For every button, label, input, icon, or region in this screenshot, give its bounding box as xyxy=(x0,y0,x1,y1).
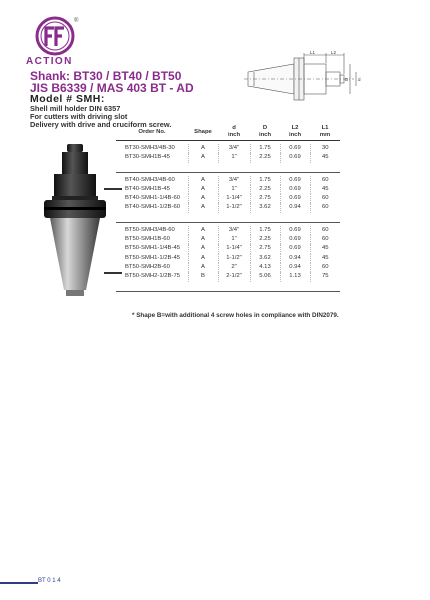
cell-shape: A xyxy=(188,226,218,235)
cell-d: 1" xyxy=(218,185,250,194)
col-header-order: Order No. xyxy=(116,124,188,141)
diagram-label-D: D xyxy=(345,77,349,82)
cell-D: 4.13 xyxy=(250,263,280,272)
cell-l2: 0.69 xyxy=(280,226,310,235)
table-row xyxy=(116,144,340,153)
group-divider xyxy=(116,163,340,173)
cell-l1: 45 xyxy=(310,153,340,162)
description-line-2: For cutters with driving slot xyxy=(30,112,128,121)
cell-D: 1.75 xyxy=(250,226,280,235)
cell-d: 3/4" xyxy=(218,176,250,185)
cell-d: 1-1/4" xyxy=(218,244,250,253)
spec-table xyxy=(116,124,340,292)
cell-l1: 60 xyxy=(310,226,340,235)
cell-d: 1-1/2" xyxy=(218,254,250,263)
cell-shape: A xyxy=(188,176,218,185)
cell-shape: A xyxy=(188,194,218,203)
cell-l2: 0.69 xyxy=(280,185,310,194)
diagram-label-d: d xyxy=(358,77,361,82)
cell-l2: 0.69 xyxy=(280,144,310,153)
cell-d: 2" xyxy=(218,263,250,272)
cell-l1: 60 xyxy=(310,235,340,244)
col-header-d xyxy=(218,124,250,141)
table-row xyxy=(116,263,340,272)
cell-D: 2.75 xyxy=(250,244,280,253)
table-row xyxy=(116,254,340,263)
cell-l2: 0.69 xyxy=(280,153,310,162)
cell-l2: 0.94 xyxy=(280,263,310,272)
shank-title: Shank: BT30 / BT40 / BT50 xyxy=(30,69,182,83)
shape-note: * Shape B=with additional 4 screw holes in compliance with DIN2079. xyxy=(132,312,339,319)
cell-shape: B xyxy=(188,272,218,281)
diagram-label-l2: L2 xyxy=(331,50,337,55)
cell-l2: 1.13 xyxy=(280,272,310,281)
cell-order: BT40-SMH1B-45 xyxy=(125,185,170,192)
col-header-d-label: d xyxy=(232,125,236,131)
cell-order: BT30-SMH1B-45 xyxy=(125,154,170,161)
group-divider xyxy=(116,213,340,223)
product-photo xyxy=(38,140,112,300)
table-row xyxy=(116,226,340,235)
cell-order: BT50-SMH1-1/2B-45 xyxy=(125,254,181,261)
cell-l1: 45 xyxy=(310,244,340,253)
registered-mark: ® xyxy=(74,18,79,24)
table-row xyxy=(116,272,340,281)
group-divider xyxy=(116,282,340,292)
table-header-row xyxy=(116,124,340,141)
col-header-shape: Shape xyxy=(188,124,218,141)
cell-l1: 45 xyxy=(310,185,340,194)
cell-l2: 0.94 xyxy=(280,203,310,212)
cell-l2: 0.94 xyxy=(280,254,310,263)
cell-order: BT50-SMH2B-60 xyxy=(125,263,170,270)
diagram-label-l1: L1 xyxy=(310,50,316,55)
cell-d: 1" xyxy=(218,235,250,244)
cell-order: BT30-SMH3/4B-30 xyxy=(125,145,175,151)
cell-D: 1.75 xyxy=(250,144,280,153)
cell-l1: 45 xyxy=(310,254,340,263)
col-header-l1-label: L1 xyxy=(321,125,329,131)
cell-l2: 0.69 xyxy=(280,194,310,203)
model-heading: Model # SMH: xyxy=(30,93,105,105)
col-header-l2-unit: inch xyxy=(288,132,302,138)
cell-d: 1-1/4" xyxy=(218,194,250,203)
cell-l1: 60 xyxy=(310,194,340,203)
table-row xyxy=(116,194,340,203)
table-row xyxy=(116,176,340,185)
brand-name: ACTION xyxy=(26,56,73,67)
cell-order: BT40-SMH1-1/4B-60 xyxy=(125,195,181,202)
col-header-l2 xyxy=(280,124,310,141)
cell-D: 3.62 xyxy=(250,203,280,212)
cell-l1: 60 xyxy=(310,203,340,212)
table-body xyxy=(116,141,340,292)
description-line-1: Shell mill holder DIN 6357 xyxy=(30,104,121,113)
cell-D: 2.75 xyxy=(250,194,280,203)
cell-l1: 75 xyxy=(310,272,340,281)
description-line-3: Delivery with drive and cruciform screw. xyxy=(30,120,172,129)
table-row xyxy=(116,235,340,244)
cell-order: BT40-SMH3/4B-60 xyxy=(125,176,175,183)
cell-D: 5.06 xyxy=(250,272,280,281)
cell-D: 2.25 xyxy=(250,153,280,162)
cell-l2: 0.69 xyxy=(280,235,310,244)
cell-D: 2.25 xyxy=(250,235,280,244)
cell-D: 1.75 xyxy=(250,176,280,185)
col-header-D-unit: inch xyxy=(258,132,272,138)
table-row xyxy=(116,203,340,212)
cell-d: 1" xyxy=(218,153,250,162)
action-logo xyxy=(35,16,75,56)
col-header-l1-unit: mm xyxy=(319,132,331,138)
cell-shape: A xyxy=(188,254,218,263)
cell-d: 3/4" xyxy=(218,226,250,235)
technical-drawing xyxy=(244,50,370,108)
cell-d: 3/4" xyxy=(218,144,250,153)
cell-shape: A xyxy=(188,153,218,162)
cell-l2: 0.69 xyxy=(280,176,310,185)
page-number: BT 0 1 4 xyxy=(38,578,61,584)
cell-d: 2-1/2" xyxy=(218,272,250,281)
standard-title: JIS B6339 / MAS 403 BT - AD xyxy=(30,81,194,95)
footer-bar xyxy=(0,582,38,584)
cell-shape: A xyxy=(188,235,218,244)
cell-order: BT50-SMH1B-60 xyxy=(125,236,170,243)
table-row xyxy=(116,153,340,162)
cell-l1: 30 xyxy=(310,144,340,153)
table-row xyxy=(116,244,340,253)
col-header-l1 xyxy=(310,124,340,141)
cell-d: 1-1/2" xyxy=(218,203,250,212)
cell-order: BT40-SMH1-1/2B-60 xyxy=(125,204,181,211)
cell-l1: 60 xyxy=(310,263,340,272)
cell-order: BT50-SMH3/4B-60 xyxy=(125,226,175,233)
cell-D: 3.62 xyxy=(250,254,280,263)
col-header-D xyxy=(250,124,280,141)
cell-shape: A xyxy=(188,263,218,272)
table-row xyxy=(116,185,340,194)
cell-D: 2.25 xyxy=(250,185,280,194)
col-header-D-label: D xyxy=(262,125,268,131)
cell-order: BT50-SMH1-1/4B-45 xyxy=(125,245,181,252)
cell-l1: 60 xyxy=(310,176,340,185)
col-header-l2-label: L2 xyxy=(291,125,299,131)
cell-order: BT50-SMH2-1/2B-75 xyxy=(125,273,181,280)
col-header-d-unit: inch xyxy=(227,132,241,138)
cell-shape: A xyxy=(188,203,218,212)
cell-l2: 0.69 xyxy=(280,244,310,253)
cell-shape: A xyxy=(188,185,218,194)
cell-shape: A xyxy=(188,144,218,153)
cell-shape: A xyxy=(188,244,218,253)
